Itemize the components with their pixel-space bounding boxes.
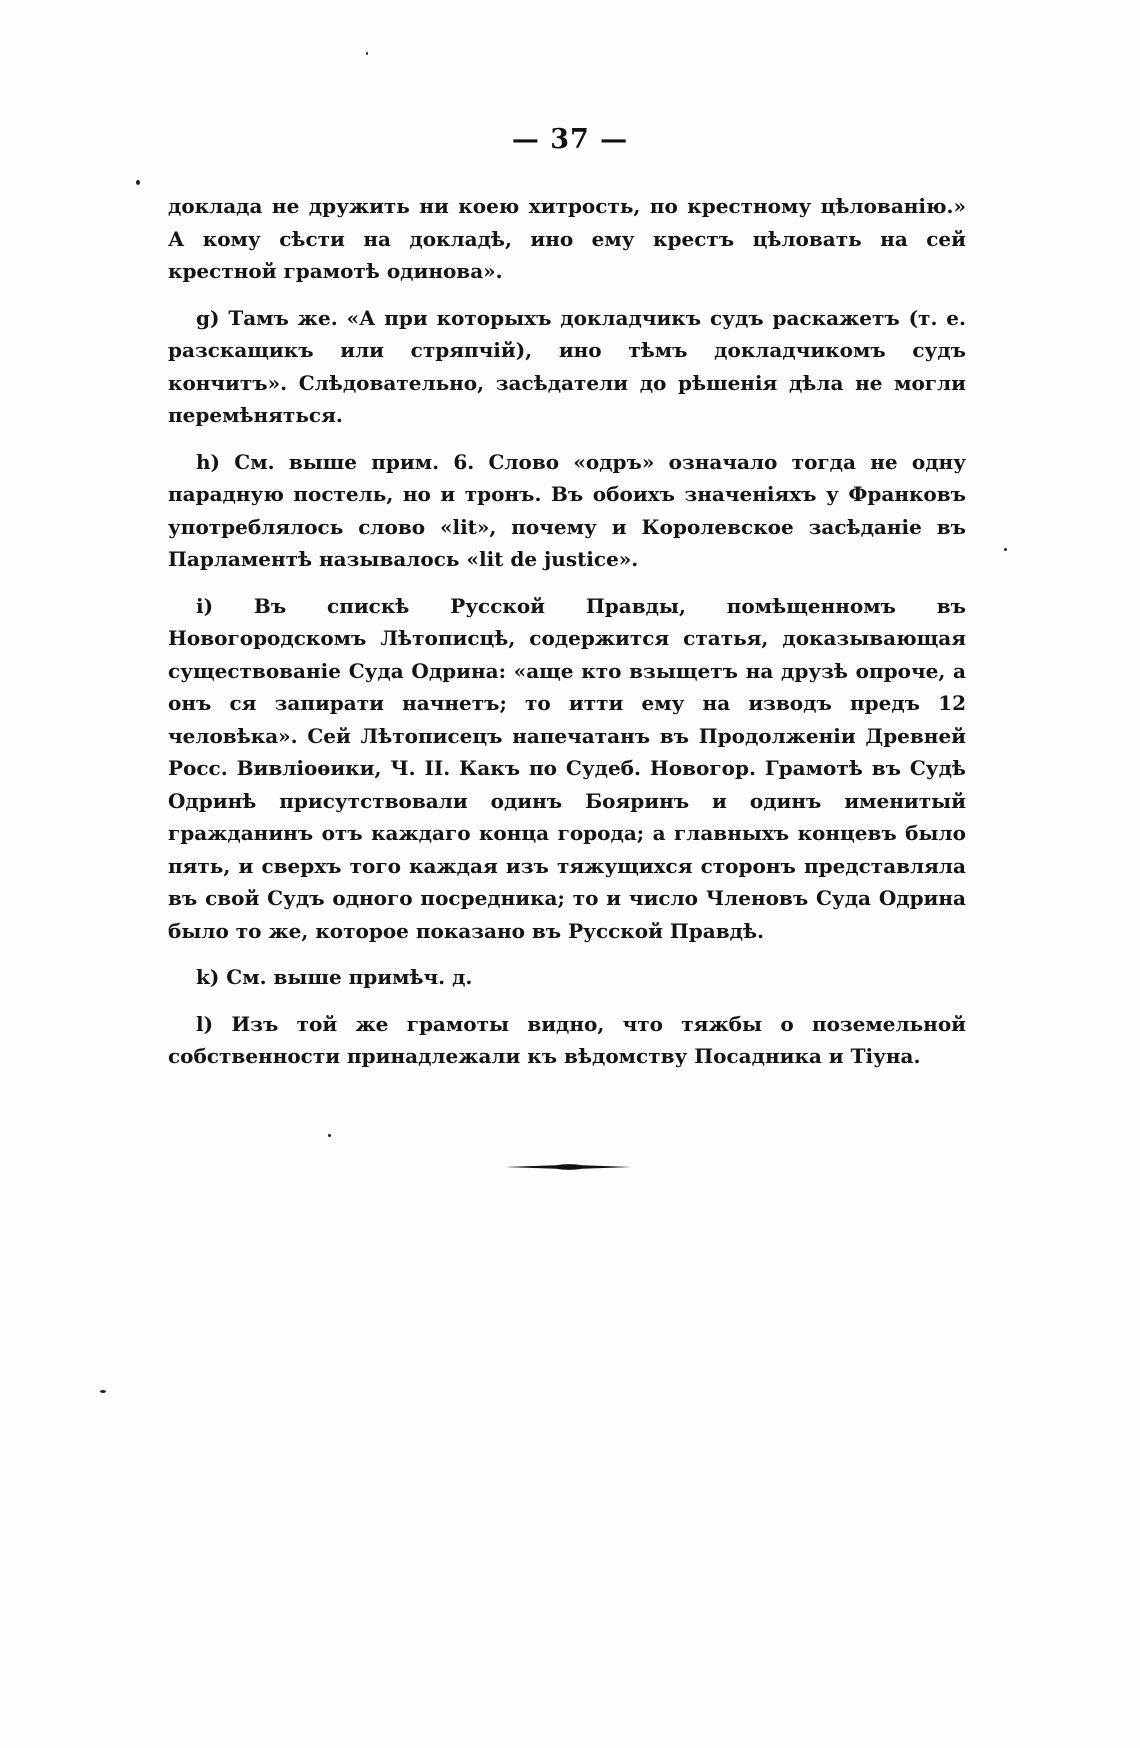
scan-speck	[366, 52, 368, 55]
footnote-l: l) Изъ той же грамоты видно, что тяжбы о поземельной собственности принадлежали къ вѣдомству Посадника и Тіуна.	[168, 1011, 966, 1068]
footnotes-text	[168, 190, 966, 1087]
scan-speck	[1004, 548, 1007, 551]
footnote-continuation: доклада не дружить ни коею хитрость, по крестному цѣлованію.» А кому сѣсти на докладѣ, ино ему крестъ цѣловать на сей крестной грамотѣ одинова».	[168, 194, 966, 283]
tapered-rule-ornament	[506, 1160, 632, 1174]
footnote-h: h) См. выше прим. 6. Слово «одръ» означало тогда не одну парадную постель, но и тронъ. Въ обоихъ значеніяхъ у Франковъ употреблялось слово «lit», почему и Королевское засѣданіе въ Парламентѣ называлось «lit de justice».	[168, 449, 966, 571]
page-number: — 37 —	[511, 124, 629, 155]
footnote-i: i) Въ спискѣ Русской Правды, помѣщенномъ въ Новогородскомъ Лѣтописцѣ, содержится статья, доказывающая существованіе Суда Одрина: «аще кто взыщетъ на друзѣ опроче, а онъ ся запирати начнетъ; то итти ему на изводъ предъ 12 человѣка». Сей Лѣтописецъ напечатанъ въ Продолженіи Древней Росс. Вивліоѳики, Ч. II. Какъ по Судеб. Новогор. Грамотѣ въ Судѣ Одринѣ присутствовали одинъ Бояринъ и одинъ именитый гражданинъ отъ каждаго конца города; а главныхъ концевъ было пять, и сверхъ того каждая изъ тяжущихся сторонъ представляла въ свой Судъ одного посредника; то и число Членовъ Суда Одрина было то же, которое показано въ Русской Правдѣ.	[168, 593, 966, 943]
footnote-g: g) Тамъ же. «А при которыхъ докладчикъ судъ раскажетъ (т. е. разскащикъ или стряпчій), ино тѣмъ докладчикомъ судъ кончитъ». Слѣдовательно, засѣдатели до рѣшенія дѣла не могли перемѣняться.	[168, 305, 966, 427]
scan-speck	[136, 180, 140, 185]
footnote-k: k) См. выше примѣч. д.	[196, 965, 473, 989]
scan-speck	[328, 1134, 331, 1137]
scan-speck	[100, 1390, 106, 1393]
